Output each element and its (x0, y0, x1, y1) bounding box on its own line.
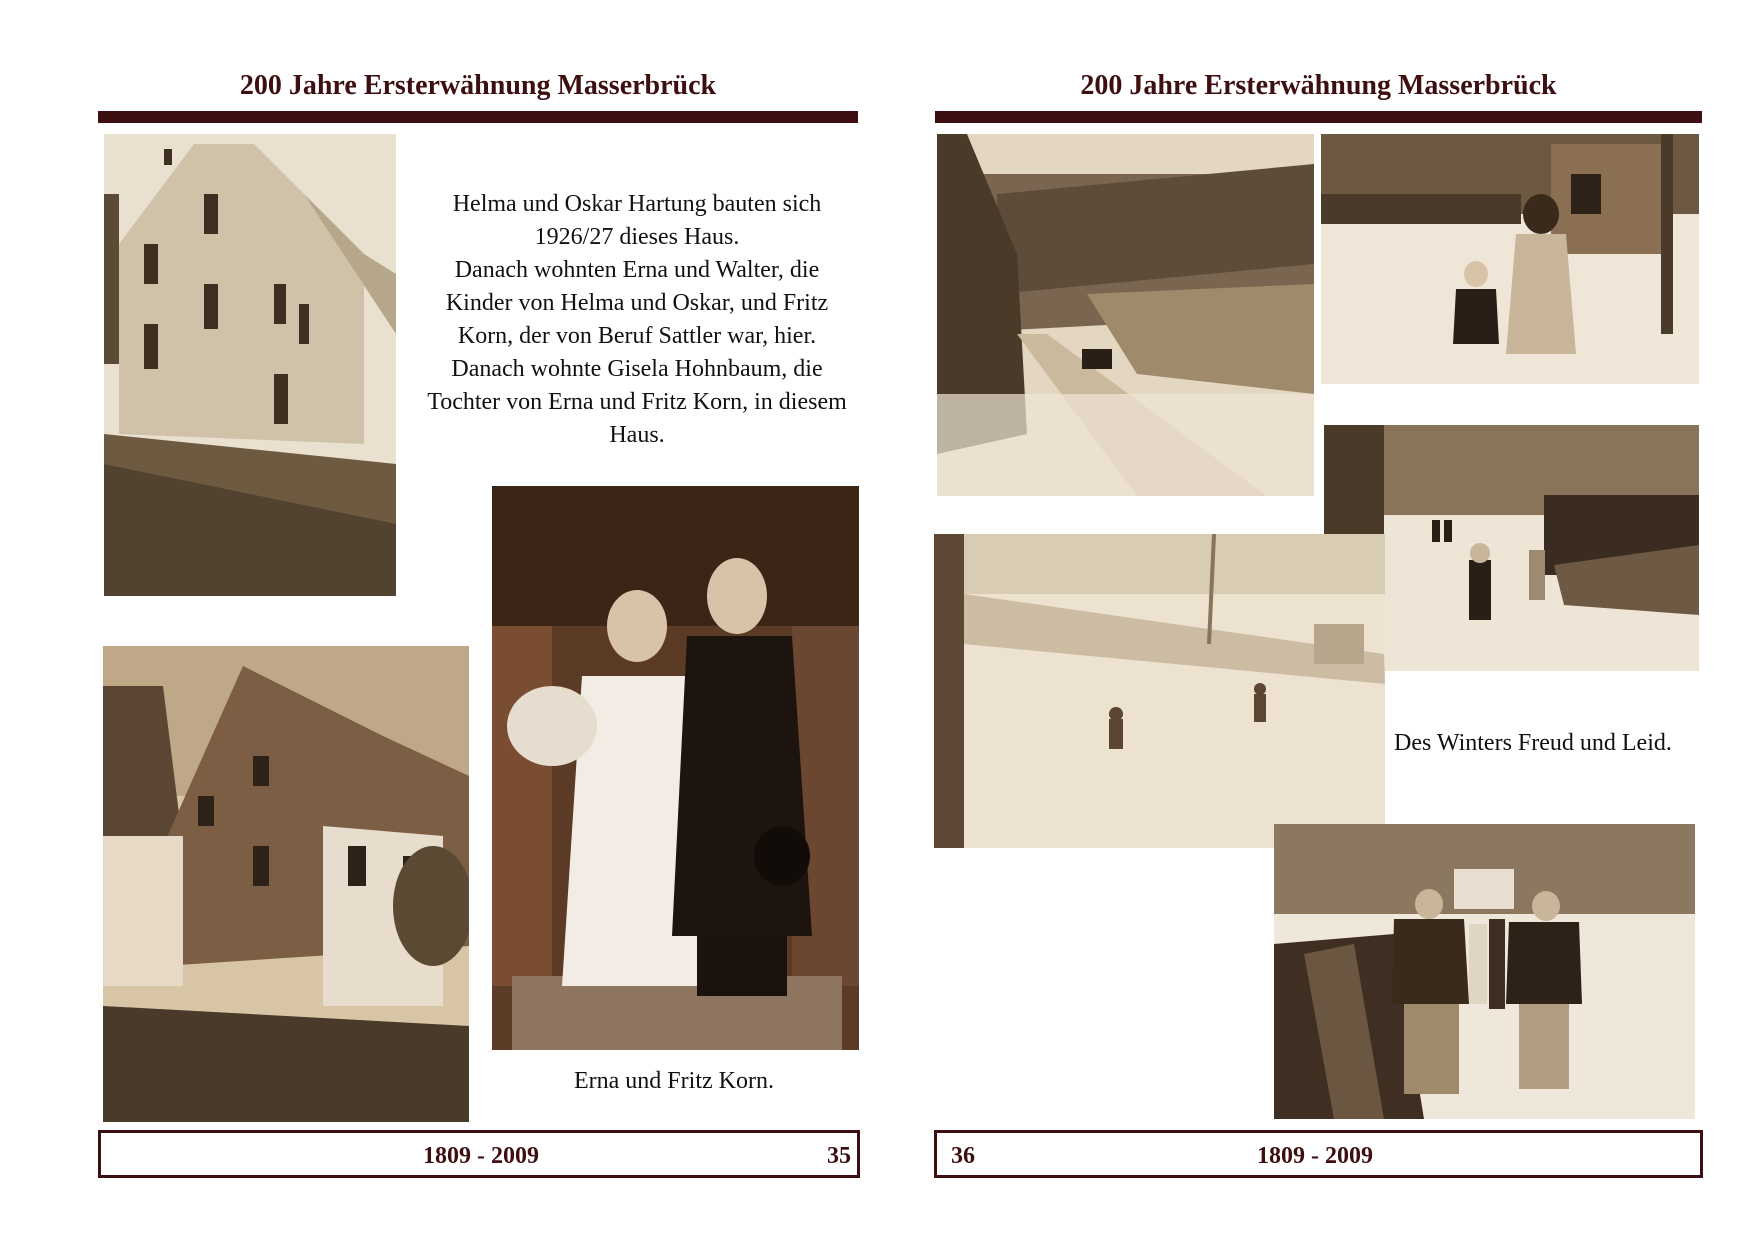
photo-house-today (103, 646, 469, 1122)
left-footer-years: 1809 - 2009 (423, 1143, 539, 1169)
photo-wedding-couple (492, 486, 859, 1050)
right-page (877, 0, 1754, 1240)
photo-men-walking-road (1274, 824, 1695, 1119)
text-line: Haus. (609, 422, 665, 448)
text-line: Tochter von Erna und Fritz Korn, in diesem (427, 389, 847, 415)
right-header-rule (935, 111, 1702, 123)
text-line: Danach wohnten Erna und Walter, die (454, 257, 820, 283)
left-header-rule (98, 111, 858, 123)
right-footer (934, 1130, 1703, 1178)
text-line: 1926/27 dieses Haus. (534, 224, 740, 250)
left-footer (98, 1130, 860, 1178)
house-history-text (412, 188, 862, 452)
left-header-title: 200 Jahre Ersterwähnung Masserbrück (239, 70, 717, 101)
right-footer-years: 1809 - 2009 (1257, 1143, 1373, 1169)
page-number-36: 36 (951, 1143, 975, 1169)
right-header-title: 200 Jahre Ersterwähnung Masserbrück (1080, 70, 1557, 101)
photo-house-construction (104, 134, 396, 596)
page-number-35: 35 (827, 1143, 851, 1169)
text-line: Danach wohnte Gisela Hohnbaum, die (451, 356, 823, 382)
text-line: Helma und Oskar Hartung bauten sich (452, 191, 822, 217)
text-line: Korn, der von Beruf Sattler war, hier. (457, 323, 817, 349)
caption-wedding: Erna und Fritz Korn. (574, 1068, 774, 1094)
photo-snowy-street (937, 134, 1314, 496)
photo-mother-child-snow (1321, 134, 1699, 384)
photo-children-shoveling (934, 534, 1385, 848)
text-line: Kinder von Helma und Oskar, und Fritz (445, 290, 829, 316)
caption-winter: Des Winters Freud und Leid. (1394, 730, 1672, 756)
